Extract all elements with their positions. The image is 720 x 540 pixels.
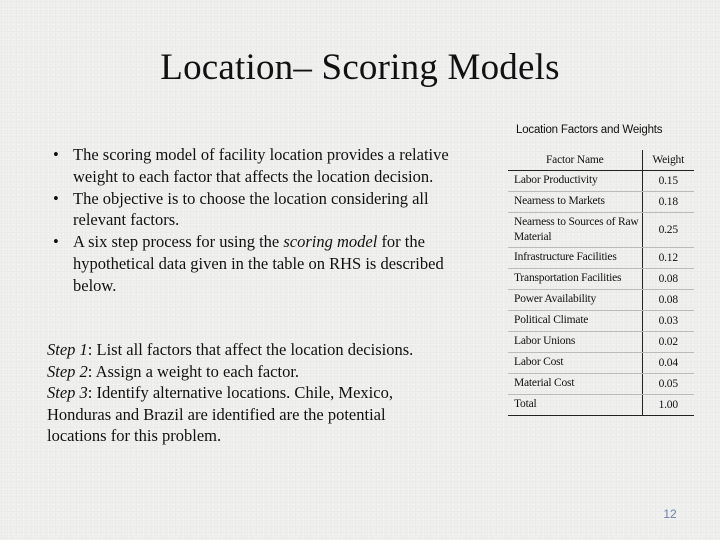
weight-cell: 0.12 [642, 248, 694, 269]
table-total-row [508, 395, 694, 416]
table-row [508, 374, 694, 395]
step-label: Step 2 [47, 361, 88, 381]
page-number: 12 [663, 507, 677, 521]
bullet-item: • The scoring model of facility location provides a relative weight to each factor that affects the location decision. [52, 144, 470, 188]
bullet-text: A six step process for using the [73, 232, 284, 252]
slide-title: Location– Scoring Models [160, 47, 560, 88]
table-row [508, 213, 694, 248]
factor-cell: Nearness to Sources of Raw Material [508, 213, 642, 248]
bullet-emphasis: scoring model [283, 232, 378, 252]
weight-cell: 0.04 [642, 353, 694, 374]
table-row [508, 290, 694, 311]
step-line [47, 382, 477, 404]
factor-cell: Labor Productivity [508, 171, 642, 192]
table-row [508, 248, 694, 269]
weight-cell: 0.08 [642, 290, 694, 311]
weight-cell: 0.18 [642, 192, 694, 213]
step-continuation: Honduras and Brazil are identified are the potential [47, 404, 386, 424]
bullet-list [52, 144, 470, 297]
weight-cell: 0.02 [642, 332, 694, 353]
factor-cell: Total [508, 395, 642, 416]
factor-cell: Power Availability [508, 290, 642, 311]
table-row [508, 269, 694, 290]
table-row [508, 171, 694, 192]
bullet-item: • The objective is to choose the location considering all relevant factors. [52, 188, 470, 232]
factor-cell: Nearness to Markets [508, 192, 642, 213]
steps-block [47, 339, 477, 447]
table-row [508, 332, 694, 353]
factor-cell: Infrastructure Facilities [508, 248, 642, 269]
weight-cell: 1.00 [642, 395, 694, 416]
table-row [508, 353, 694, 374]
weight-cell: 0.15 [642, 171, 694, 192]
table-row [508, 311, 694, 332]
step-continuation: locations for this problem. [47, 426, 222, 446]
header-weight: Weight [642, 150, 694, 171]
factors-table [508, 150, 694, 416]
weight-cell: 0.25 [642, 213, 694, 248]
step-line [47, 339, 477, 361]
weight-cell: 0.05 [642, 374, 694, 395]
factor-cell: Labor Cost [508, 353, 642, 374]
factor-cell: Labor Unions [508, 332, 642, 353]
table-header-row [508, 150, 694, 171]
table-caption: Location Factors and Weights [516, 124, 663, 136]
step-text: : Identify alternative locations. Chile, Mexico, [87, 383, 393, 403]
header-factor-name: Factor Name [545, 154, 604, 166]
step-label: Step 3 [47, 383, 88, 403]
step-label: Step 1 [47, 340, 88, 359]
weight-cell: 0.08 [642, 269, 694, 290]
bullet-item [52, 231, 470, 296]
factor-cell: Transportation Facilities [508, 269, 642, 290]
weight-cell: 0.03 [642, 311, 694, 332]
factor-cell: Political Climate [508, 311, 642, 332]
bullet-text: for the hypothetical data given in the table on RHS is described below. [73, 232, 444, 295]
step-text: : List all factors that affect the location decisions. [87, 340, 414, 359]
table-row [508, 192, 694, 213]
step-text: : Assign a weight to each factor. [87, 361, 300, 381]
factor-cell: Material Cost [508, 374, 642, 395]
step-line [47, 361, 477, 383]
